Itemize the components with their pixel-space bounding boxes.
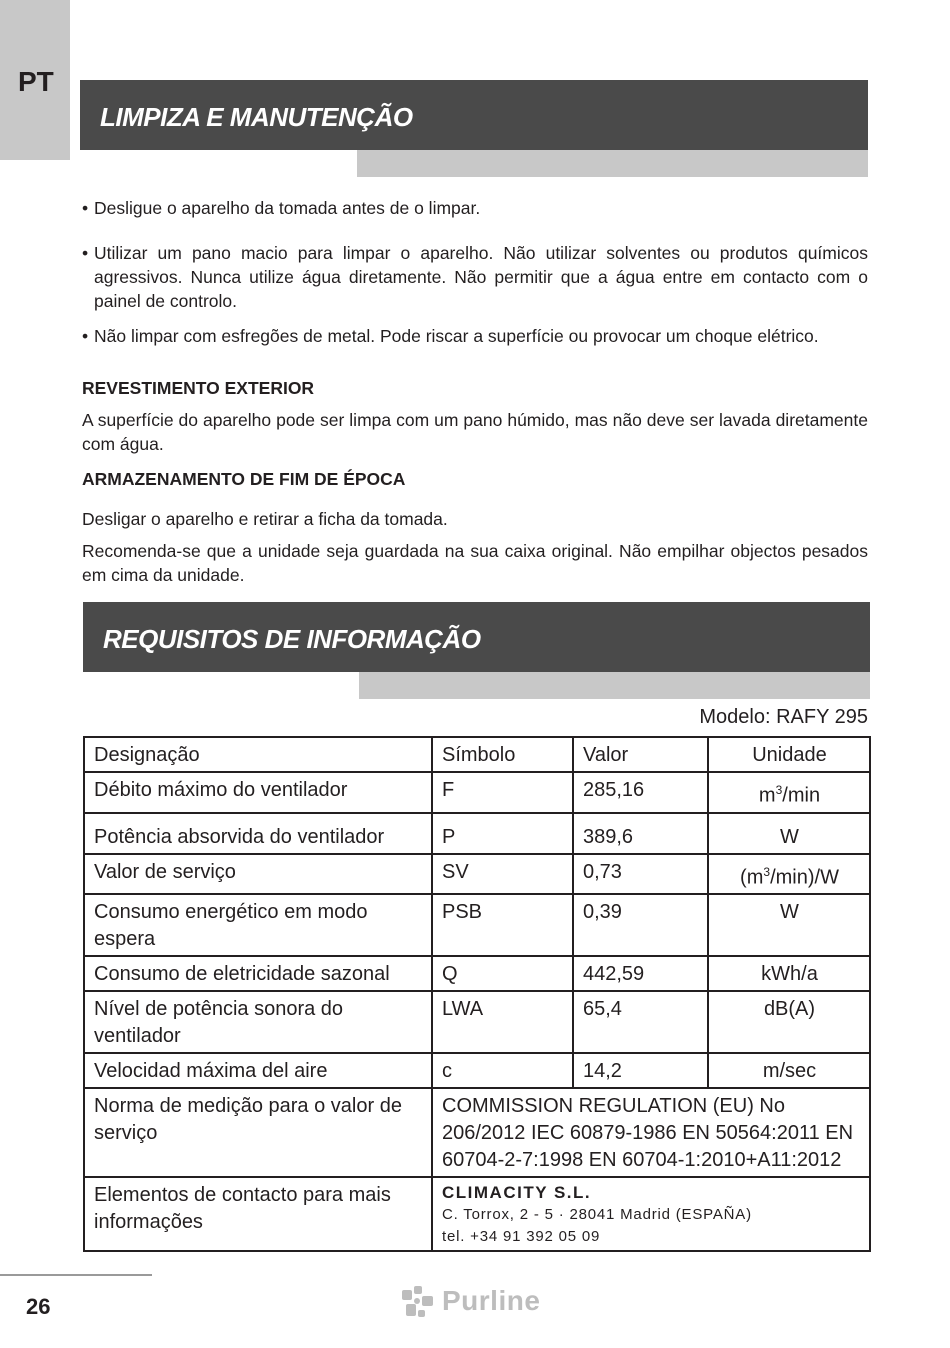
row-designation: Débito máximo do ventilador: [84, 772, 432, 813]
table-row: [84, 772, 870, 813]
row-symbol: Q: [432, 956, 573, 991]
banner-accent-strip: [357, 150, 868, 177]
exterior-text: A superfície do aparelho pode ser limpa com um pano húmido, mas não deve ser lavada diretamente com água.: [82, 410, 868, 454]
row-designation: Velocidad máxima del aire: [84, 1053, 432, 1088]
row-designation: Consumo energético em modo espera: [84, 894, 432, 956]
exterior-heading: REVESTIMENTO EXTERIOR: [82, 378, 315, 398]
row-unit: $m^3/\min$: [708, 772, 870, 813]
footer-divider: [0, 1274, 152, 1276]
language-tab: [0, 0, 70, 160]
row-value: 285,16: [573, 772, 708, 813]
banner-bar: [80, 80, 868, 150]
table-row: [84, 1053, 870, 1088]
contact-company: CLIMACITY S.L.: [442, 1183, 592, 1203]
row-unit: W: [708, 813, 870, 854]
contact-address: C. Torrox, 2 - 5 · 28041 Madrid (ESPAÑA): [442, 1206, 752, 1224]
row-symbol: LWA: [432, 991, 573, 1053]
storage-text-2: Recomenda-se que a unidade seja guardada na sua caixa original. Não empilhar objectos pesados em cima da unidade.: [82, 541, 868, 585]
page-number: 26: [26, 1294, 51, 1319]
row-value: 442,59: [573, 956, 708, 991]
bullet-text: Não limpar com esfregões de metal. Pode riscar a superfície ou provocar um choque elétrico.: [94, 326, 819, 346]
row-unit: dB(A): [708, 991, 870, 1053]
row-value: 389,6: [573, 813, 708, 854]
section-title-cleaning: LIMPIZA E MANUTENÇÃO: [100, 102, 413, 132]
fan-logo-icon: [400, 1284, 436, 1320]
row-designation: Potência absorvida do ventilador: [84, 813, 432, 854]
section-banner-info: [83, 602, 870, 699]
contact-label: Elementos de contacto para mais informações: [84, 1177, 432, 1251]
model-label: Modelo: RAFY 295: [699, 706, 868, 728]
row-value: 14,2: [573, 1053, 708, 1088]
storage-text-1: Desligar o aparelho e retirar a ficha da tomada.: [82, 509, 448, 529]
storage-heading: ARMAZENAMENTO DE FIM DE ÉPOCA: [82, 469, 406, 489]
row-unit: kWh/a: [708, 956, 870, 991]
norm-value: COMMISSION REGULATION (EU) No 206/2012 IEC 60879-1986 EN 50564:2011 EN 60704-2-7:1998 EN 60704-1:2010+A11:2012: [432, 1088, 870, 1177]
row-value: 65,4: [573, 991, 708, 1053]
section-banner-cleaning: [80, 80, 868, 177]
header-value: Valor: [573, 737, 708, 772]
row-unit: m/sec: [708, 1053, 870, 1088]
table-row: [84, 894, 870, 956]
table-row-contact: [84, 1177, 870, 1251]
table-row: [84, 813, 870, 854]
banner-accent-strip: [359, 672, 870, 699]
contact-details: [432, 1177, 870, 1251]
table-row: [84, 854, 870, 895]
table-row: [84, 956, 870, 991]
header-symbol: Símbolo: [432, 737, 573, 772]
language-code: PT: [18, 66, 54, 97]
row-symbol: c: [432, 1053, 573, 1088]
row-designation: Nível de potência sonora do ventilador: [84, 991, 432, 1053]
row-symbol: SV: [432, 854, 573, 895]
row-designation: Valor de serviço: [84, 854, 432, 895]
row-unit: $(m^3/\min)/W$: [708, 854, 870, 895]
row-designation: Consumo de eletricidade sazonal: [84, 956, 432, 991]
row-unit: W: [708, 894, 870, 956]
bullet-text: Desligue o aparelho da tomada antes de o limpar.: [94, 198, 481, 218]
row-symbol: P: [432, 813, 573, 854]
table-row: [84, 991, 870, 1053]
header-designation: Designação: [84, 737, 432, 772]
row-symbol: PSB: [432, 894, 573, 956]
row-value: 0,73: [573, 854, 708, 895]
row-symbol: F: [432, 772, 573, 813]
bullet-text: Utilizar um pano macio para limpar o aparelho. Não utilizar solventes ou produtos químicos agressivos. Nunca utilize água diretamente. Não permitir que a água entre em contacto com o painel de controlo.: [94, 243, 868, 311]
contact-phone: tel. +34 91 392 05 09: [442, 1228, 601, 1246]
banner-bar: [83, 602, 870, 672]
table-header-row: [84, 737, 870, 772]
information-table: [83, 736, 871, 1252]
row-value: 0,39: [573, 894, 708, 956]
norm-label: Norma de medição para o valor de serviço: [84, 1088, 432, 1177]
header-unit: Unidade: [708, 737, 870, 772]
brand-name: Purline: [442, 1285, 541, 1316]
section-title-info: REQUISITOS DE INFORMAÇÃO: [103, 624, 481, 654]
table-row-norm: [84, 1088, 870, 1177]
